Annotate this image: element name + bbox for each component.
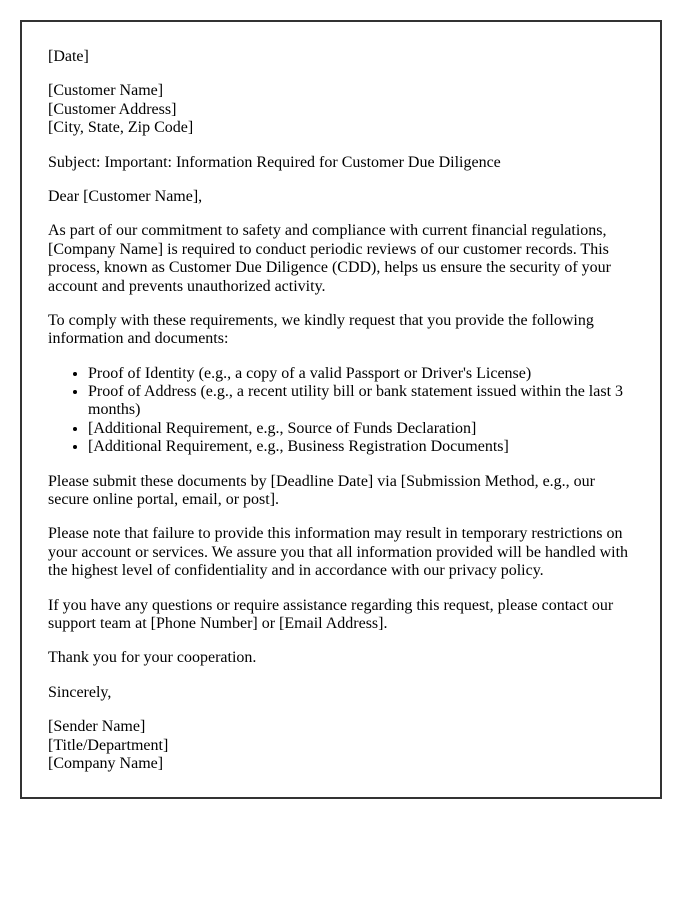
signature-company-name: [Company Name] [48,754,164,772]
closing: Sincerely, [48,683,112,701]
requirements-list [48,365,630,457]
requirement-item-additional-1: • [Additional Requirement, e.g., Source of Funds Declaration] [88,420,630,438]
signature-title-department: [Title/Department] [48,736,169,754]
requirement-item-address: • Proof of Address (e.g., a recent utility bill or bank statement issued within the last 3 months) [88,383,630,420]
paragraph-thanks: Thank you for your cooperation. [48,649,257,667]
signature-block [48,718,630,773]
salutation: Dear [Customer Name], [48,187,203,205]
requirement-item-additional-2: • [Additional Requirement, e.g., Business Registration Documents] [88,438,630,456]
paragraph-intro: As part of our commitment to safety and compliance with current financial regulations, [Company Name] is required to conduct periodic reviews of our customer records. This process, known as Customer Due Diligence (CDD), helps us ensure the security of your account and prevents unauthorized activity. [48,222,611,295]
recipient-address: [Customer Address] [48,100,177,118]
signature-sender-name: [Sender Name] [48,718,146,736]
subject-line: Subject: Important: Information Required for Customer Due Diligence [48,153,501,171]
paragraph-request: To comply with these requirements, we kindly request that you provide the following information and documents: [48,311,594,348]
paragraph-contact: If you have any questions or require assistance regarding this request, please contact our support team at [Phone Number] or [Email Address]. [48,596,614,632]
date-line: [Date] [48,48,89,65]
letter-document [20,20,662,799]
recipient-block [48,82,630,137]
paragraph-submission: Please submit these documents by [Deadline Date] via [Submission Method, e.g., our secure online portal, email, or post]. [48,472,596,509]
recipient-city-state-zip: [City, State, Zip Code] [48,119,194,137]
paragraph-notice: Please note that failure to provide this information may result in temporary restrictions on your account or services. We assure you that all information provided will be handled with the highest level of confidentiality and in accordance with our privacy policy. [48,525,629,580]
recipient-name: [Customer Name] [48,82,164,100]
requirement-item-identity: • Proof of Identity (e.g., a copy of a valid Passport or Driver's License) [88,365,630,383]
